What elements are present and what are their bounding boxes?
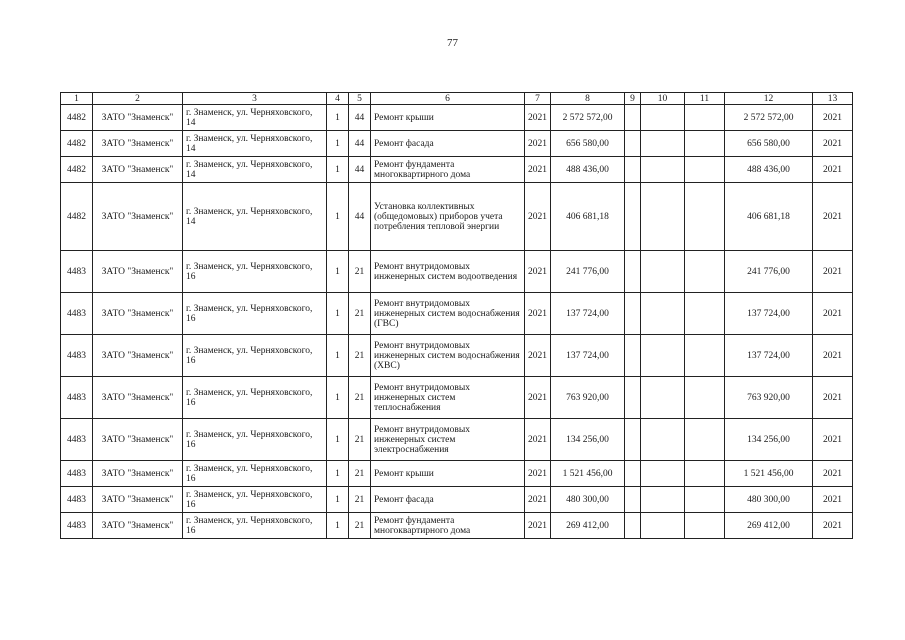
cell-year: 2021 — [525, 377, 551, 419]
cell-col5: 44 — [349, 105, 371, 131]
cell-col5: 21 — [349, 293, 371, 335]
column-header-7: 7 — [525, 93, 551, 105]
cell-col5: 44 — [349, 183, 371, 251]
cell-col9 — [625, 251, 641, 293]
cell-work-type: Ремонт фундамента многоквартирного дома — [371, 513, 525, 539]
cell-end-year: 2021 — [813, 419, 853, 461]
cell-total: 480 300,00 — [725, 487, 813, 513]
column-header-6: 6 — [371, 93, 525, 105]
table-row — [61, 157, 853, 183]
cell-total: 656 580,00 — [725, 131, 813, 157]
cell-end-year: 2021 — [813, 293, 853, 335]
cell-end-year: 2021 — [813, 131, 853, 157]
cell-year: 2021 — [525, 487, 551, 513]
column-header-13: 13 — [813, 93, 853, 105]
header-row — [61, 93, 853, 105]
cell-address: г. Знаменск, ул. Черняховского, 14 — [183, 183, 327, 251]
cell-end-year: 2021 — [813, 335, 853, 377]
cell-end-year: 2021 — [813, 377, 853, 419]
cell-col10 — [641, 377, 685, 419]
cell-col9 — [625, 513, 641, 539]
cell-house-id: 4482 — [61, 157, 93, 183]
cell-work-type: Ремонт крыши — [371, 461, 525, 487]
page-number: 77 — [447, 37, 458, 49]
cell-col9 — [625, 419, 641, 461]
cell-col10 — [641, 461, 685, 487]
cell-col5: 21 — [349, 461, 371, 487]
cell-year: 2021 — [525, 461, 551, 487]
cell-col11 — [685, 251, 725, 293]
cell-col11 — [685, 131, 725, 157]
table-row — [61, 461, 853, 487]
table-body — [61, 105, 853, 539]
table-row — [61, 105, 853, 131]
cell-col10 — [641, 419, 685, 461]
cell-col9 — [625, 131, 641, 157]
cell-col9 — [625, 293, 641, 335]
cell-col5: 21 — [349, 513, 371, 539]
cell-address: г. Знаменск, ул. Черняховского, 16 — [183, 335, 327, 377]
cell-col11 — [685, 157, 725, 183]
cell-col4: 1 — [327, 105, 349, 131]
cell-work-type: Установка коллективных (общедомовых) приборов учета потребления тепловой энергии — [371, 183, 525, 251]
cell-cost: 269 412,00 — [551, 513, 625, 539]
cell-col10 — [641, 157, 685, 183]
cell-work-type: Ремонт внутридомовых инженерных систем теплоснабжения — [371, 377, 525, 419]
table-row — [61, 419, 853, 461]
cell-total: 1 521 456,00 — [725, 461, 813, 487]
cell-municipality: ЗАТО "Знаменск" — [93, 377, 183, 419]
cell-col4: 1 — [327, 513, 349, 539]
cell-year: 2021 — [525, 335, 551, 377]
cell-col9 — [625, 157, 641, 183]
cell-house-id: 4483 — [61, 419, 93, 461]
cell-col4: 1 — [327, 377, 349, 419]
cell-year: 2021 — [525, 419, 551, 461]
cell-col11 — [685, 335, 725, 377]
cell-municipality: ЗАТО "Знаменск" — [93, 105, 183, 131]
cell-col11 — [685, 377, 725, 419]
cell-cost: 1 521 456,00 — [551, 461, 625, 487]
column-header-3: 3 — [183, 93, 327, 105]
cell-municipality: ЗАТО "Знаменск" — [93, 419, 183, 461]
cell-col5: 21 — [349, 377, 371, 419]
cell-col5: 21 — [349, 419, 371, 461]
cell-year: 2021 — [525, 183, 551, 251]
cell-col11 — [685, 487, 725, 513]
cell-municipality: ЗАТО "Знаменск" — [93, 251, 183, 293]
cell-work-type: Ремонт фундамента многоквартирного дома — [371, 157, 525, 183]
cell-col4: 1 — [327, 335, 349, 377]
cell-col10 — [641, 251, 685, 293]
cell-house-id: 4483 — [61, 251, 93, 293]
cell-year: 2021 — [525, 513, 551, 539]
cell-col5: 44 — [349, 157, 371, 183]
cell-work-type: Ремонт крыши — [371, 105, 525, 131]
cell-year: 2021 — [525, 157, 551, 183]
cell-work-type: Ремонт внутридомовых инженерных систем водоснабжения (ГВС) — [371, 293, 525, 335]
cell-col10 — [641, 293, 685, 335]
cell-col11 — [685, 513, 725, 539]
cell-year: 2021 — [525, 105, 551, 131]
column-header-2: 2 — [93, 93, 183, 105]
cell-municipality: ЗАТО "Знаменск" — [93, 335, 183, 377]
cell-col5: 21 — [349, 335, 371, 377]
cell-col5: 21 — [349, 251, 371, 293]
cell-col4: 1 — [327, 293, 349, 335]
table-row — [61, 293, 853, 335]
cell-end-year: 2021 — [813, 487, 853, 513]
cell-col11 — [685, 183, 725, 251]
column-header-12: 12 — [725, 93, 813, 105]
cell-total: 269 412,00 — [725, 513, 813, 539]
cell-address: г. Знаменск, ул. Черняховского, 16 — [183, 461, 327, 487]
cell-col10 — [641, 183, 685, 251]
column-header-5: 5 — [349, 93, 371, 105]
cell-municipality: ЗАТО "Знаменск" — [93, 183, 183, 251]
column-header-1: 1 — [61, 93, 93, 105]
cell-municipality: ЗАТО "Знаменск" — [93, 487, 183, 513]
cell-house-id: 4483 — [61, 335, 93, 377]
column-header-9: 9 — [625, 93, 641, 105]
cell-house-id: 4483 — [61, 293, 93, 335]
cell-col9 — [625, 377, 641, 419]
cell-work-type: Ремонт внутридомовых инженерных систем водоснабжения (ХВС) — [371, 335, 525, 377]
cell-col10 — [641, 131, 685, 157]
cell-end-year: 2021 — [813, 105, 853, 131]
cell-house-id: 4482 — [61, 183, 93, 251]
cell-address: г. Знаменск, ул. Черняховского, 16 — [183, 487, 327, 513]
cell-total: 2 572 572,00 — [725, 105, 813, 131]
cell-col9 — [625, 461, 641, 487]
cell-year: 2021 — [525, 251, 551, 293]
cell-municipality: ЗАТО "Знаменск" — [93, 461, 183, 487]
cell-total: 137 724,00 — [725, 335, 813, 377]
column-header-8: 8 — [551, 93, 625, 105]
table-row — [61, 513, 853, 539]
cell-col4: 1 — [327, 251, 349, 293]
cell-address: г. Знаменск, ул. Черняховского, 16 — [183, 377, 327, 419]
cell-address: г. Знаменск, ул. Черняховского, 14 — [183, 131, 327, 157]
cell-cost: 480 300,00 — [551, 487, 625, 513]
cell-col9 — [625, 105, 641, 131]
cell-col10 — [641, 487, 685, 513]
cell-col9 — [625, 487, 641, 513]
cell-address: г. Знаменск, ул. Черняховского, 16 — [183, 419, 327, 461]
cell-col11 — [685, 461, 725, 487]
cell-cost: 137 724,00 — [551, 335, 625, 377]
cell-cost: 406 681,18 — [551, 183, 625, 251]
cell-col10 — [641, 513, 685, 539]
cell-total: 406 681,18 — [725, 183, 813, 251]
cell-house-id: 4483 — [61, 461, 93, 487]
cell-col10 — [641, 105, 685, 131]
cell-municipality: ЗАТО "Знаменск" — [93, 131, 183, 157]
cell-cost: 134 256,00 — [551, 419, 625, 461]
cell-address: г. Знаменск, ул. Черняховского, 14 — [183, 105, 327, 131]
cell-house-id: 4483 — [61, 377, 93, 419]
cell-total: 134 256,00 — [725, 419, 813, 461]
cell-col5: 21 — [349, 487, 371, 513]
cell-col4: 1 — [327, 461, 349, 487]
cell-end-year: 2021 — [813, 461, 853, 487]
cell-col11 — [685, 419, 725, 461]
cell-col4: 1 — [327, 131, 349, 157]
table-row — [61, 335, 853, 377]
table-row — [61, 251, 853, 293]
cell-work-type: Ремонт фасада — [371, 131, 525, 157]
cell-year: 2021 — [525, 293, 551, 335]
table-row — [61, 487, 853, 513]
cell-col9 — [625, 335, 641, 377]
cell-cost: 488 436,00 — [551, 157, 625, 183]
cell-cost: 2 572 572,00 — [551, 105, 625, 131]
cell-col11 — [685, 293, 725, 335]
cell-col11 — [685, 105, 725, 131]
table-row — [61, 377, 853, 419]
cell-year: 2021 — [525, 131, 551, 157]
cell-col4: 1 — [327, 487, 349, 513]
cell-col9 — [625, 183, 641, 251]
cell-end-year: 2021 — [813, 251, 853, 293]
cell-col5: 44 — [349, 131, 371, 157]
cell-cost: 656 580,00 — [551, 131, 625, 157]
cell-address: г. Знаменск, ул. Черняховского, 16 — [183, 293, 327, 335]
cell-total: 137 724,00 — [725, 293, 813, 335]
column-header-4: 4 — [327, 93, 349, 105]
cell-cost: 241 776,00 — [551, 251, 625, 293]
cell-total: 241 776,00 — [725, 251, 813, 293]
cell-col4: 1 — [327, 183, 349, 251]
cell-end-year: 2021 — [813, 157, 853, 183]
cell-cost: 137 724,00 — [551, 293, 625, 335]
cell-end-year: 2021 — [813, 513, 853, 539]
cell-work-type: Ремонт внутридомовых инженерных систем водоотведения — [371, 251, 525, 293]
cell-address: г. Знаменск, ул. Черняховского, 16 — [183, 251, 327, 293]
cell-cost: 763 920,00 — [551, 377, 625, 419]
cell-house-id: 4483 — [61, 513, 93, 539]
cell-end-year: 2021 — [813, 183, 853, 251]
capital-repair-table — [60, 92, 853, 539]
cell-total: 488 436,00 — [725, 157, 813, 183]
cell-house-id: 4483 — [61, 487, 93, 513]
column-header-11: 11 — [685, 93, 725, 105]
cell-municipality: ЗАТО "Знаменск" — [93, 157, 183, 183]
cell-col10 — [641, 335, 685, 377]
cell-total: 763 920,00 — [725, 377, 813, 419]
table-row — [61, 131, 853, 157]
cell-work-type: Ремонт внутридомовых инженерных систем электроснабжения — [371, 419, 525, 461]
cell-col4: 1 — [327, 157, 349, 183]
table-row — [61, 183, 853, 251]
cell-work-type: Ремонт фасада — [371, 487, 525, 513]
cell-municipality: ЗАТО "Знаменск" — [93, 293, 183, 335]
cell-house-id: 4482 — [61, 105, 93, 131]
cell-municipality: ЗАТО "Знаменск" — [93, 513, 183, 539]
column-header-10: 10 — [641, 93, 685, 105]
cell-col4: 1 — [327, 419, 349, 461]
cell-address: г. Знаменск, ул. Черняховского, 16 — [183, 513, 327, 539]
cell-house-id: 4482 — [61, 131, 93, 157]
cell-address: г. Знаменск, ул. Черняховского, 14 — [183, 157, 327, 183]
